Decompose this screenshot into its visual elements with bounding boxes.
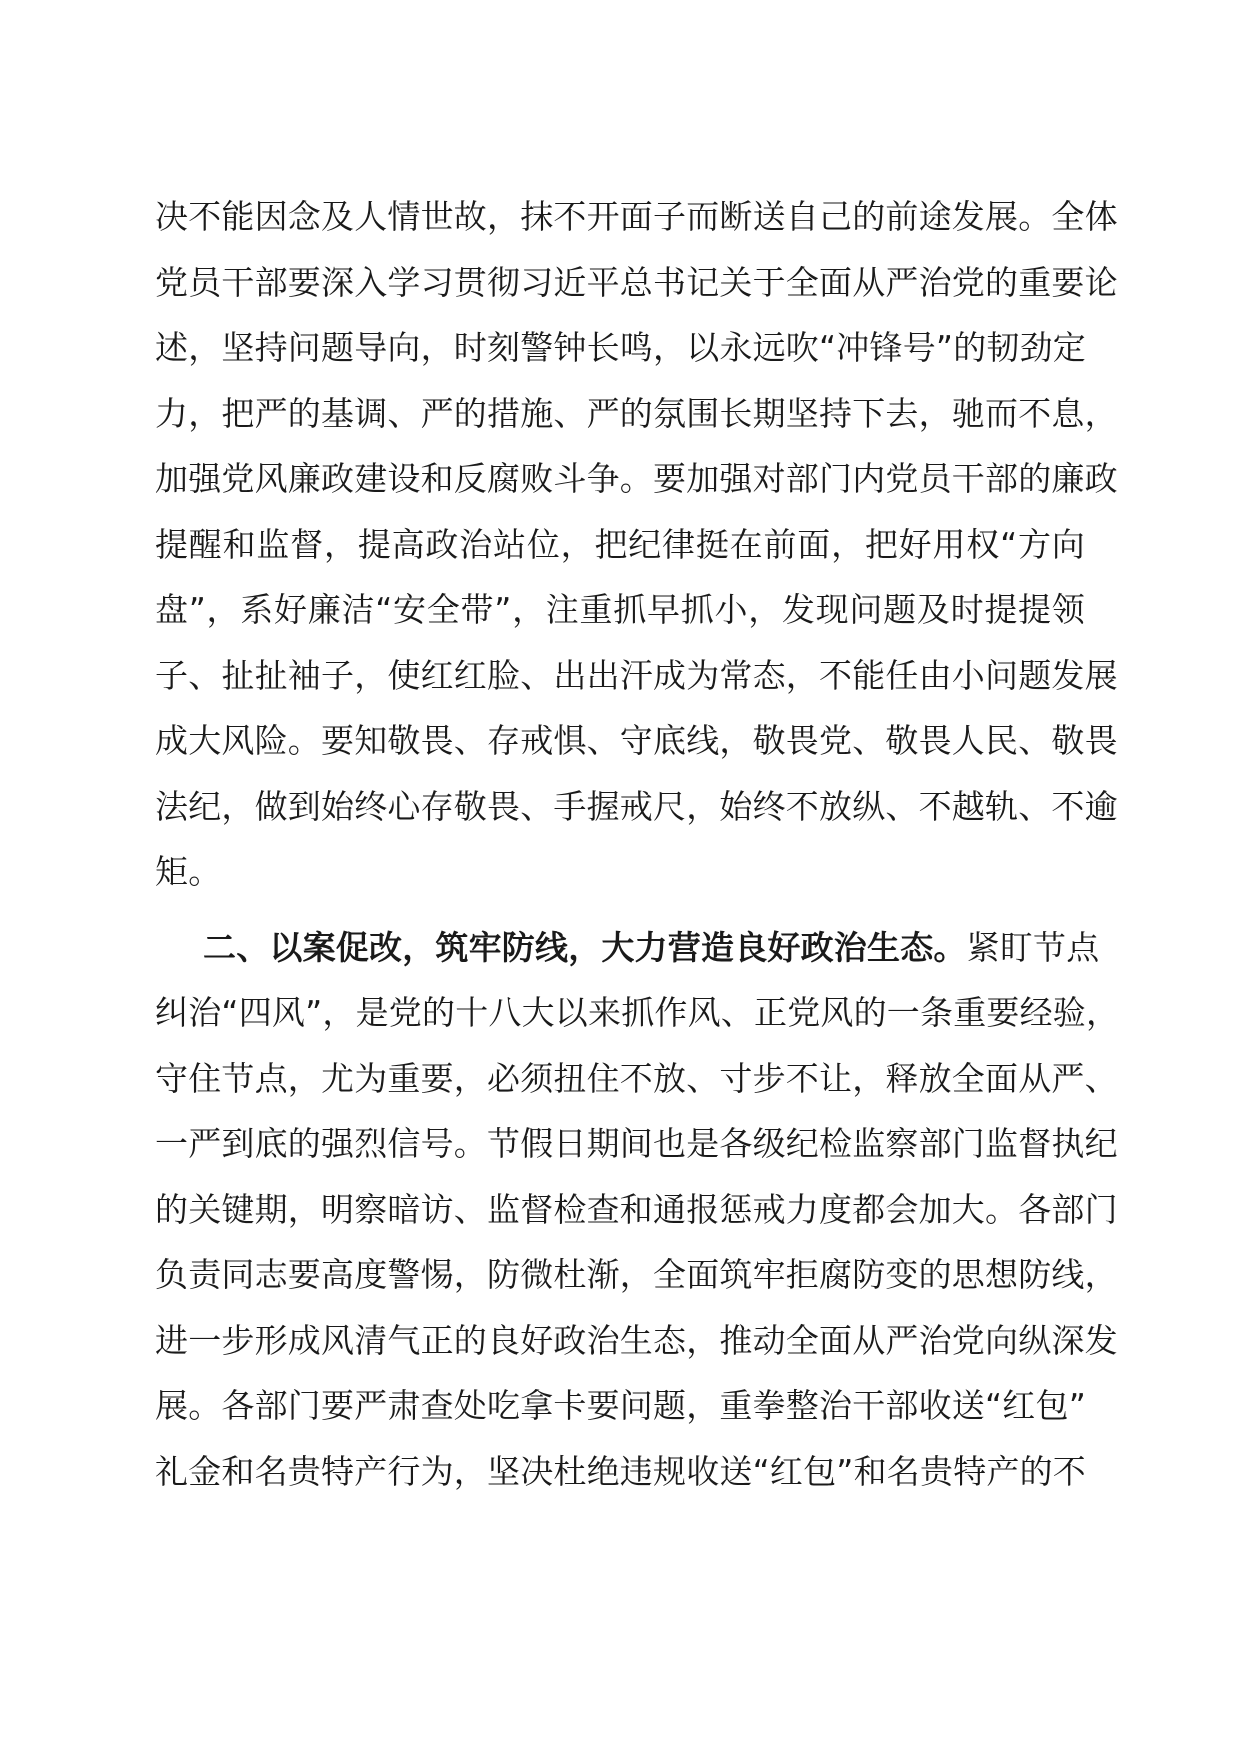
text-line: 成大风险。要知敬畏、存戒惧、守底线，敬畏党、敬畏人民、敬畏 — [155, 721, 1118, 760]
paragraph-spacer — [155, 905, 1085, 915]
text-line: 负责同志要高度警惕，防微杜渐，全面筑牢拒腐防变的思想防线， — [155, 1255, 1118, 1294]
text-line: 决不能因念及人情世故，抹不开面子而断送自己的前途发展。全体 — [155, 197, 1118, 236]
text-line: 提醒和监督，提高政治站位，把纪律挺在前面，把好用权“方向 — [155, 524, 1085, 564]
text-line: 盘”，系好廉洁“安全带”，注重抓早抓小，发现问题及时提提领 — [155, 590, 1085, 629]
section-heading-line — [155, 915, 1100, 981]
text-line: 一严到底的强烈信号。节假日期间也是各级纪检监察部门监督执纪 — [155, 1124, 1118, 1163]
heading-line-rest: 紧盯节点 — [966, 927, 1100, 967]
text-line: 礼金和名贵特产行为，坚决杜绝违规收送“红包”和名贵特产的不 — [155, 1451, 1086, 1491]
text-line: 子、扯扯袖子，使红红脸、出出汗成为常态，不能任由小问题发展 — [155, 655, 1118, 695]
paragraph-1 — [155, 184, 1118, 905]
text-line: 纠治“四风”，是党的十八大以来抓作风、正党风的一条重要经验， — [155, 993, 1120, 1032]
text-line: 展。各部门要严肃查处吃拿卡要问题，重拳整治干部收送“红包” — [155, 1386, 1086, 1425]
text-line: 守住节点，尤为重要，必须扭住不放、寸步不让，释放全面从严、 — [155, 1058, 1118, 1098]
text-line: 党员干部要深入学习贯彻习近平总书记关于全面从严治党的重要论 — [155, 262, 1118, 302]
text-line: 的关键期，明察暗访、监督检查和通报惩戒力度都会加大。各部门 — [155, 1189, 1118, 1229]
section-heading: 二、以案促改，筑牢防线，大力营造良好政治生态。 — [203, 927, 967, 967]
text-line: 力，把严的基调、严的措施、严的氛围长期坚持下去，驰而不息， — [155, 393, 1118, 433]
paragraph-2 — [155, 915, 1120, 1505]
text-line: 加强党风廉政建设和反腐败斗争。要加强对部门内党员干部的廉政 — [155, 459, 1118, 498]
text-line: 法纪，做到始终心存敬畏、手握戒尺，始终不放纵、不越轨、不逾 — [155, 786, 1118, 826]
text-line: 述，坚持问题导向，时刻警钟长鸣，以永远吹“冲锋号”的韧劲定 — [155, 328, 1086, 367]
text-line: 矩。 — [155, 852, 222, 891]
document-body — [155, 184, 1120, 1504]
text-line: 进一步形成风清气正的良好政治生态，推动全面从严治党向纵深发 — [155, 1320, 1118, 1360]
